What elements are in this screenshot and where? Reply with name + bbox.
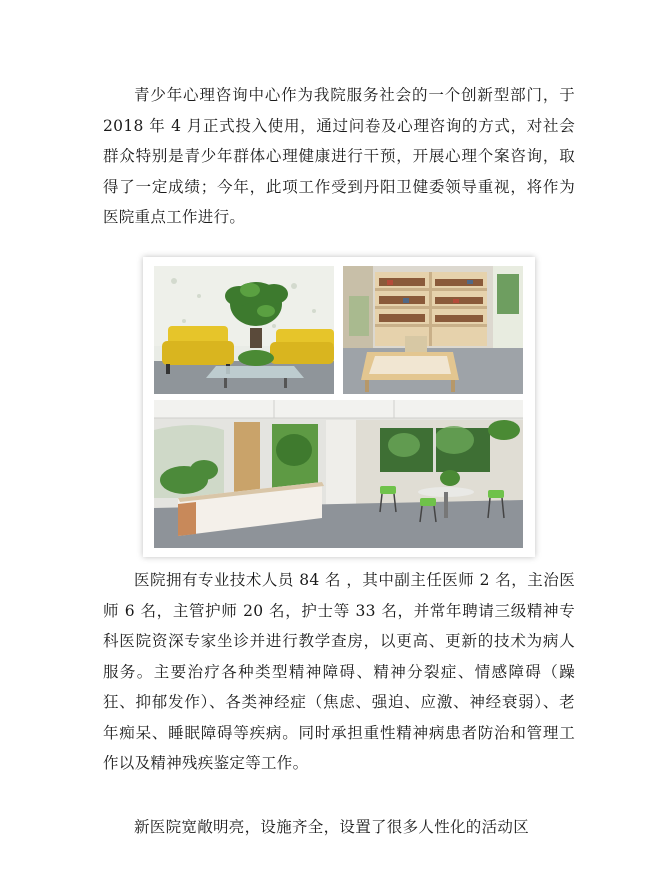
- facility-paragraph: 新医院宽敞明亮，设施齐全，设置了很多人性化的活动区: [134, 818, 530, 836]
- sandtray-room-photo: [343, 266, 523, 394]
- reception-area-photo: [154, 400, 523, 548]
- photo-collage: [143, 257, 535, 557]
- lounge-photo: [154, 266, 334, 394]
- intro-paragraph: 青少年心理咨询中心作为我院服务社会的一个创新型部门，于 2018 年 4 月正式投入使用，通过问卷及心理咨询的方式，对社会群众特别是青少年群体心理健康进行干预，开展心理个案咨询，取得了一定成绩；今年，此项工作受到丹阳卫健委领导重视，将作为医院重点工作进行。: [103, 86, 575, 226]
- staff-paragraph: 医院拥有专业技术人员 84 名 ，其中副主任医师 2 名，主治医师 6 名，主管护师 20 名，护士等 33 名，并常年聘请三级精神专科医院资深专家坐诊并进行教学查房，以更高、更新的技术为病人服务。主要治疗各种类型精神障碍、精神分裂症、情感障碍（躁狂、抑郁发作）、各类神经症（焦虑、强迫、应激、神经衰弱）、老年痴呆、睡眠障碍等疾病。同时承担重性精神病患者防治和管理工作以及精神残疾鉴定等工作。: [103, 571, 575, 772]
